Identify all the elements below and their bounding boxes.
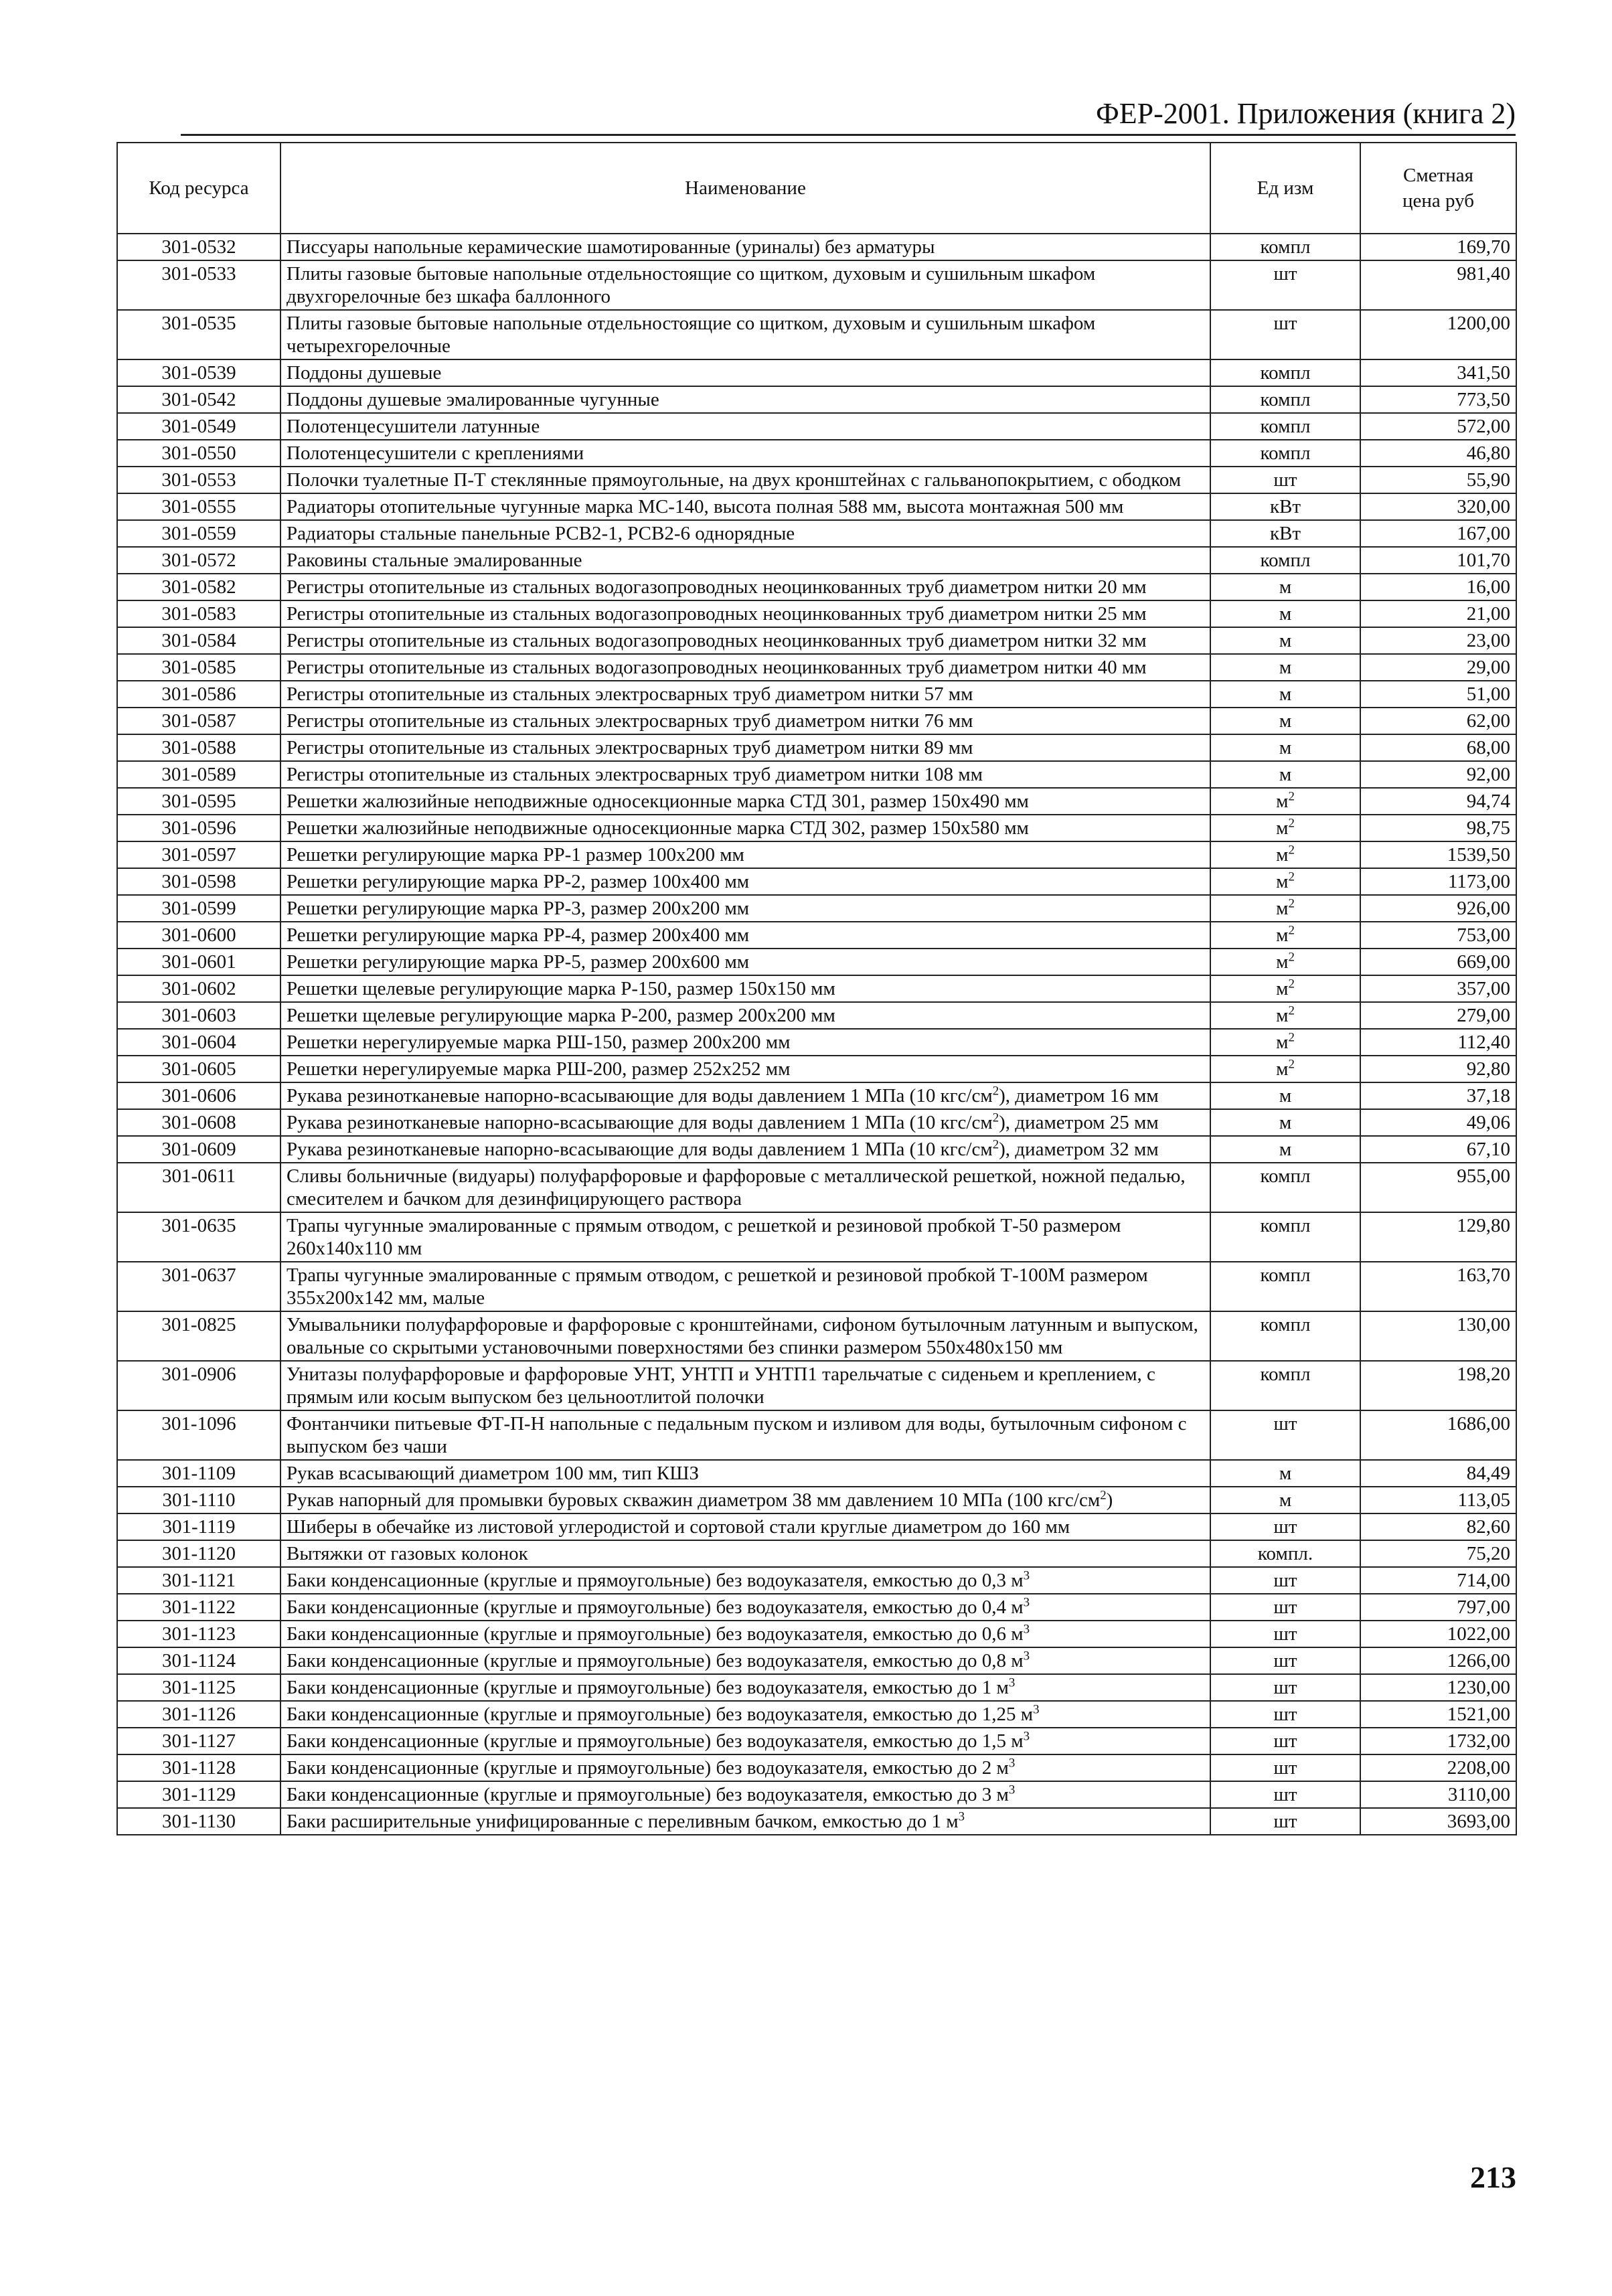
cell-unit: шт	[1210, 260, 1360, 310]
cell-name: Регистры отопительные из стальных водогазопроводных неоцинкованных труб диаметром нитки 25 мм	[280, 600, 1210, 627]
cell-name: Рукава резинотканевые напорно-всасывающие для воды давлением 1 МПа (10 кгс/$см^2$), диаметром 25 мм	[280, 1109, 1210, 1136]
table-row	[117, 1594, 1516, 1621]
cell-code: 301-0606	[117, 1082, 280, 1109]
cell-price: 2208,00	[1360, 1754, 1516, 1781]
cell-code: 301-0603	[117, 1002, 280, 1029]
table-row	[117, 627, 1516, 654]
cell-price: 753,00	[1360, 922, 1516, 949]
cell-unit: кВт	[1210, 493, 1360, 520]
cell-name: Писсуары напольные керамические шамотированные (уриналы) без арматуры	[280, 234, 1210, 260]
cell-code: 301-1120	[117, 1540, 280, 1567]
cell-unit: шт	[1210, 1567, 1360, 1594]
cell-unit: м	[1210, 1487, 1360, 1513]
cell-code: 301-1119	[117, 1513, 280, 1540]
cell-name: Плиты газовые бытовые напольные отдельностоящие со щитком, духовым и сушильным шкафом двухгорелочные без шкафа баллонного	[280, 260, 1210, 310]
cell-name: Радиаторы стальные панельные РСВ2-1, РСВ2-6 однорядные	[280, 520, 1210, 547]
table-row	[117, 547, 1516, 574]
table-row	[117, 1647, 1516, 1674]
cell-code: 301-0582	[117, 574, 280, 600]
cell-unit: м	[1210, 1136, 1360, 1163]
cell-code: 301-0635	[117, 1212, 280, 1262]
table-row	[117, 1621, 1516, 1647]
cell-name: Решетки регулирующие марка РР-5, размер 200х600 мм	[280, 949, 1210, 975]
table-row	[117, 841, 1516, 868]
cell-unit: компл	[1210, 359, 1360, 386]
cell-price: 21,00	[1360, 600, 1516, 627]
cell-unit: м	[1210, 1082, 1360, 1109]
cell-unit: $м^2$	[1210, 1029, 1360, 1056]
cell-code: 301-1109	[117, 1460, 280, 1487]
table-row	[117, 1029, 1516, 1056]
cell-name: Решетки жалюзийные неподвижные односекционные марка СТД 301, размер 150х490 мм	[280, 788, 1210, 815]
cell-code: 301-0583	[117, 600, 280, 627]
cell-code: 301-0533	[117, 260, 280, 310]
cell-price: 46,80	[1360, 440, 1516, 467]
cell-unit: м	[1210, 627, 1360, 654]
cell-code: 301-1123	[117, 1621, 280, 1647]
cell-unit: компл	[1210, 234, 1360, 260]
cell-code: 301-0599	[117, 895, 280, 922]
table-row	[117, 467, 1516, 493]
table-row	[117, 1540, 1516, 1567]
cell-name: Умывальники полуфарфоровые и фарфоровые с кронштейнами, сифоном бутылочным латунным и выпуском, овальные со скрытыми установочными поверхностями без спинки размером 550х480х150 мм	[280, 1311, 1210, 1361]
cell-price: 1539,50	[1360, 841, 1516, 868]
cell-price: 68,00	[1360, 734, 1516, 761]
cell-unit: м	[1210, 574, 1360, 600]
cell-price: 1200,00	[1360, 310, 1516, 359]
cell-name: Регистры отопительные из стальных электросварных труб диаметром нитки 108 мм	[280, 761, 1210, 788]
cell-price: 1173,00	[1360, 868, 1516, 895]
table-row	[117, 1701, 1516, 1728]
cell-name: Унитазы полуфарфоровые и фарфоровые УНТ, УНТП и УНТП1 тарельчатые с сиденьем и креплением, с прямым или косым выпуском без цельноотлитой полочки	[280, 1361, 1210, 1410]
table-row	[117, 1728, 1516, 1754]
cell-code: 301-0602	[117, 975, 280, 1002]
cell-unit: шт	[1210, 1513, 1360, 1540]
cell-code: 301-0559	[117, 520, 280, 547]
table-row	[117, 520, 1516, 547]
cell-unit: $м^2$	[1210, 788, 1360, 815]
table-row	[117, 1212, 1516, 1262]
cell-unit: $м^2$	[1210, 868, 1360, 895]
cell-code: 301-0597	[117, 841, 280, 868]
table-row	[117, 895, 1516, 922]
table-row	[117, 493, 1516, 520]
table-row	[117, 386, 1516, 413]
cell-name: Поддоны душевые эмалированные чугунные	[280, 386, 1210, 413]
cell-price: 84,49	[1360, 1460, 1516, 1487]
column-header-code: Код ресурса	[117, 143, 280, 234]
cell-name: Решетки регулирующие марка РР-4, размер 200х400 мм	[280, 922, 1210, 949]
cell-unit: компл	[1210, 386, 1360, 413]
cell-name: Раковины стальные эмалированные	[280, 547, 1210, 574]
table-row	[117, 949, 1516, 975]
table-row	[117, 234, 1516, 260]
cell-price: 357,00	[1360, 975, 1516, 1002]
cell-name: Рукава резинотканевые напорно-всасывающие для воды давлением 1 МПа (10 кгс/$см^2$), диаметром 32 мм	[280, 1136, 1210, 1163]
table-row	[117, 1262, 1516, 1311]
cell-name: Рукав всасывающий диаметром 100 мм, тип КШЗ	[280, 1460, 1210, 1487]
cell-unit: шт	[1210, 1594, 1360, 1621]
cell-unit: м	[1210, 1460, 1360, 1487]
cell-name: Регистры отопительные из стальных электросварных труб диаметром нитки 57 мм	[280, 681, 1210, 708]
cell-code: 301-0550	[117, 440, 280, 467]
column-header-unit: Ед изм	[1210, 143, 1360, 234]
cell-code: 301-0598	[117, 868, 280, 895]
cell-code: 301-1121	[117, 1567, 280, 1594]
cell-name: Регистры отопительные из стальных электросварных труб диаметром нитки 76 мм	[280, 708, 1210, 734]
cell-code: 301-0637	[117, 1262, 280, 1311]
cell-code: 301-0601	[117, 949, 280, 975]
cell-price: 67,10	[1360, 1136, 1516, 1163]
cell-price: 51,00	[1360, 681, 1516, 708]
cell-name: Радиаторы отопительные чугунные марка МС-140, высота полная 588 мм, высота монтажная 500 мм	[280, 493, 1210, 520]
table-row	[117, 359, 1516, 386]
cell-name: Баки конденсационные (круглые и прямоугольные) без водоуказателя, емкостью до 0,3 $м^3$	[280, 1567, 1210, 1594]
table-row	[117, 654, 1516, 681]
table-row	[117, 1002, 1516, 1029]
cell-name: Решетки жалюзийные неподвижные односекционные марка СТД 302, размер 150х580 мм	[280, 815, 1210, 841]
table-row	[117, 440, 1516, 467]
table-row	[117, 1460, 1516, 1487]
table-row	[117, 788, 1516, 815]
cell-unit: шт	[1210, 1701, 1360, 1728]
cell-name: Рукав напорный для промывки буровых скважин диаметром 38 мм давлением 10 МПа (100 кгс/$см^2$)	[280, 1487, 1210, 1513]
cell-code: 301-0600	[117, 922, 280, 949]
table-row	[117, 1808, 1516, 1835]
cell-price: 797,00	[1360, 1594, 1516, 1621]
cell-code: 301-0585	[117, 654, 280, 681]
table-row	[117, 260, 1516, 310]
table-row	[117, 1082, 1516, 1109]
cell-price: 92,80	[1360, 1056, 1516, 1082]
cell-code: 301-0595	[117, 788, 280, 815]
cell-unit: $м^2$	[1210, 841, 1360, 868]
cell-price: 163,70	[1360, 1262, 1516, 1311]
cell-code: 301-0611	[117, 1163, 280, 1212]
cell-unit: $м^2$	[1210, 815, 1360, 841]
table-row	[117, 1109, 1516, 1136]
cell-name: Решетки регулирующие марка РР-2, размер 100х400 мм	[280, 868, 1210, 895]
cell-price: 16,00	[1360, 574, 1516, 600]
cell-name: Плиты газовые бытовые напольные отдельностоящие со щитком, духовым и сушильным шкафом четырехгорелочные	[280, 310, 1210, 359]
cell-unit: $м^2$	[1210, 975, 1360, 1002]
cell-code: 301-0587	[117, 708, 280, 734]
cell-price: 1266,00	[1360, 1647, 1516, 1674]
cell-unit: компл	[1210, 440, 1360, 467]
cell-price: 82,60	[1360, 1513, 1516, 1540]
cell-name: Регистры отопительные из стальных электросварных труб диаметром нитки 89 мм	[280, 734, 1210, 761]
cell-name: Баки конденсационные (круглые и прямоугольные) без водоуказателя, емкостью до 2 $м^3$	[280, 1754, 1210, 1781]
cell-unit: шт	[1210, 1621, 1360, 1647]
cell-name: Регистры отопительные из стальных водогазопроводных неоцинкованных труб диаметром нитки 32 мм	[280, 627, 1210, 654]
cell-unit: компл	[1210, 1361, 1360, 1410]
cell-price: 1230,00	[1360, 1674, 1516, 1701]
cell-unit: компл	[1210, 1311, 1360, 1361]
cell-code: 301-1128	[117, 1754, 280, 1781]
cell-code: 301-0604	[117, 1029, 280, 1056]
cell-code: 301-1130	[117, 1808, 280, 1835]
cell-name: Баки конденсационные (круглые и прямоугольные) без водоуказателя, емкостью до 0,6 $м^3$	[280, 1621, 1210, 1647]
cell-code: 301-1110	[117, 1487, 280, 1513]
column-header-price-text: Сметная цена руб	[1402, 165, 1475, 212]
table-row	[117, 1781, 1516, 1808]
cell-price: 129,80	[1360, 1212, 1516, 1262]
cell-price: 23,00	[1360, 627, 1516, 654]
cell-code: 301-0588	[117, 734, 280, 761]
cell-price: 55,90	[1360, 467, 1516, 493]
cell-name: Полотенцесушители латунные	[280, 413, 1210, 440]
cell-price: 49,06	[1360, 1109, 1516, 1136]
table-row	[117, 1163, 1516, 1212]
cell-name: Решетки щелевые регулирующие марка Р-150, размер 150х150 мм	[280, 975, 1210, 1002]
table-row	[117, 1311, 1516, 1361]
cell-name: Полочки туалетные П-Т стеклянные прямоугольные, на двух кронштейнах с гальванопокрытием, с ободком	[280, 467, 1210, 493]
cell-price: 1732,00	[1360, 1728, 1516, 1754]
table-row	[117, 1487, 1516, 1513]
cell-name: Регистры отопительные из стальных водогазопроводных неоцинкованных труб диаметром нитки 20 мм	[280, 574, 1210, 600]
table-row	[117, 734, 1516, 761]
cell-price: 3693,00	[1360, 1808, 1516, 1835]
cell-price: 113,05	[1360, 1487, 1516, 1513]
cell-name: Баки конденсационные (круглые и прямоугольные) без водоуказателя, емкостью до 0,8 $м^3$	[280, 1647, 1210, 1674]
cell-name: Трапы чугунные эмалированные с прямым отводом, с решеткой и резиновой пробкой Т-50 размером 260х140х110 мм	[280, 1212, 1210, 1262]
cell-price: 669,00	[1360, 949, 1516, 975]
cell-unit: шт	[1210, 1808, 1360, 1835]
table-row	[117, 975, 1516, 1002]
cell-unit: шт	[1210, 1674, 1360, 1701]
cell-name: Поддоны душевые	[280, 359, 1210, 386]
page-number: 213	[1470, 2160, 1516, 2194]
cell-unit: компл	[1210, 1212, 1360, 1262]
cell-code: 301-1122	[117, 1594, 280, 1621]
table-row	[117, 681, 1516, 708]
column-header-price	[1360, 143, 1516, 234]
table-row	[117, 1513, 1516, 1540]
cell-price: 29,00	[1360, 654, 1516, 681]
table-body	[117, 234, 1516, 1835]
cell-code: 301-0596	[117, 815, 280, 841]
cell-unit: шт	[1210, 1728, 1360, 1754]
table-row	[117, 1674, 1516, 1701]
cell-unit: м	[1210, 734, 1360, 761]
cell-price: 62,00	[1360, 708, 1516, 734]
cell-unit: м	[1210, 761, 1360, 788]
cell-unit: шт	[1210, 467, 1360, 493]
cell-price: 341,50	[1360, 359, 1516, 386]
cell-unit: компл	[1210, 413, 1360, 440]
cell-unit: шт	[1210, 310, 1360, 359]
cell-price: 112,40	[1360, 1029, 1516, 1056]
cell-price: 1521,00	[1360, 1701, 1516, 1728]
cell-price: 279,00	[1360, 1002, 1516, 1029]
cell-price: 37,18	[1360, 1082, 1516, 1109]
cell-name: Решетки регулирующие марка РР-1 размер 100х200 мм	[280, 841, 1210, 868]
table-row	[117, 1567, 1516, 1594]
cell-price: 955,00	[1360, 1163, 1516, 1212]
resource-price-table	[116, 142, 1517, 1835]
table-row	[117, 815, 1516, 841]
cell-unit: $м^2$	[1210, 895, 1360, 922]
cell-unit: кВт	[1210, 520, 1360, 547]
table-row	[117, 413, 1516, 440]
cell-code: 301-1125	[117, 1674, 280, 1701]
cell-name: Баки конденсационные (круглые и прямоугольные) без водоуказателя, емкостью до 1,5 $м^3$	[280, 1728, 1210, 1754]
cell-name: Полотенцесушители с креплениями	[280, 440, 1210, 467]
cell-unit: $м^2$	[1210, 1056, 1360, 1082]
cell-code: 301-0572	[117, 547, 280, 574]
cell-unit: $м^2$	[1210, 1002, 1360, 1029]
cell-name: Шиберы в обечайке из листовой углеродистой и сортовой стали круглые диаметром до 160 мм	[280, 1513, 1210, 1540]
cell-code: 301-0539	[117, 359, 280, 386]
cell-name: Решетки щелевые регулирующие марка Р-200, размер 200х200 мм	[280, 1002, 1210, 1029]
table-row	[117, 868, 1516, 895]
cell-name: Трапы чугунные эмалированные с прямым отводом, с решеткой и резиновой пробкой Т-100М размером 355х200х142 мм, малые	[280, 1262, 1210, 1311]
cell-code: 301-0906	[117, 1361, 280, 1410]
cell-name: Баки расширительные унифицированные с переливным бачком, емкостью до 1 $м^3$	[280, 1808, 1210, 1835]
cell-name: Решетки регулирующие марка РР-3, размер 200х200 мм	[280, 895, 1210, 922]
table-row	[117, 922, 1516, 949]
cell-unit: шт	[1210, 1781, 1360, 1808]
table-row	[117, 600, 1516, 627]
cell-price: 1686,00	[1360, 1410, 1516, 1460]
cell-price: 75,20	[1360, 1540, 1516, 1567]
cell-code: 301-0825	[117, 1311, 280, 1361]
cell-code: 301-0553	[117, 467, 280, 493]
cell-name: Вытяжки от газовых колонок	[280, 1540, 1210, 1567]
cell-code: 301-0555	[117, 493, 280, 520]
cell-code: 301-0608	[117, 1109, 280, 1136]
cell-name: Баки конденсационные (круглые и прямоугольные) без водоуказателя, емкостью до 1,25 $м^3$	[280, 1701, 1210, 1728]
cell-name: Рукава резинотканевые напорно-всасывающие для воды давлением 1 МПа (10 кгс/$см^2$), диаметром 16 мм	[280, 1082, 1210, 1109]
cell-price: 167,00	[1360, 520, 1516, 547]
cell-unit: компл	[1210, 1163, 1360, 1212]
cell-price: 169,70	[1360, 234, 1516, 260]
table-row	[117, 1410, 1516, 1460]
cell-unit: компл	[1210, 547, 1360, 574]
column-header-name: Наименование	[280, 143, 1210, 234]
cell-unit: $м^2$	[1210, 949, 1360, 975]
cell-price: 926,00	[1360, 895, 1516, 922]
cell-code: 301-0549	[117, 413, 280, 440]
cell-unit: компл.	[1210, 1540, 1360, 1567]
table-row	[117, 574, 1516, 600]
cell-price: 92,00	[1360, 761, 1516, 788]
table-row	[117, 708, 1516, 734]
cell-name: Регистры отопительные из стальных водогазопроводных неоцинкованных труб диаметром нитки 40 мм	[280, 654, 1210, 681]
cell-code: 301-1124	[117, 1647, 280, 1674]
table-row	[117, 1754, 1516, 1781]
cell-price: 130,00	[1360, 1311, 1516, 1361]
cell-unit: м	[1210, 600, 1360, 627]
table-row	[117, 1361, 1516, 1410]
cell-name: Баки конденсационные (круглые и прямоугольные) без водоуказателя, емкостью до 0,4 $м^3$	[280, 1594, 1210, 1621]
cell-price: 98,75	[1360, 815, 1516, 841]
cell-price: 714,00	[1360, 1567, 1516, 1594]
cell-unit: шт	[1210, 1754, 1360, 1781]
cell-price: 773,50	[1360, 386, 1516, 413]
cell-code: 301-0605	[117, 1056, 280, 1082]
cell-name: Решетки нерегулируемые марка РШ-200, размер 252х252 мм	[280, 1056, 1210, 1082]
cell-name: Баки конденсационные (круглые и прямоугольные) без водоуказателя, емкостью до 1 $м^3$	[280, 1674, 1210, 1701]
cell-code: 301-0584	[117, 627, 280, 654]
cell-unit: м	[1210, 681, 1360, 708]
cell-unit: м	[1210, 654, 1360, 681]
cell-code: 301-0542	[117, 386, 280, 413]
cell-name: Баки конденсационные (круглые и прямоугольные) без водоуказателя, емкостью до 3 $м^3$	[280, 1781, 1210, 1808]
cell-unit: шт	[1210, 1647, 1360, 1674]
cell-price: 1022,00	[1360, 1621, 1516, 1647]
page-header-title: ФЕР-2001. Приложения (книга 2)	[181, 95, 1516, 136]
cell-price: 3110,00	[1360, 1781, 1516, 1808]
cell-price: 198,20	[1360, 1361, 1516, 1410]
cell-name: Фонтанчики питьевые ФТ-П-Н напольные с педальным пуском и изливом для воды, бутылочным сифоном с выпуском без чаши	[280, 1410, 1210, 1460]
cell-code: 301-0535	[117, 310, 280, 359]
cell-unit: компл	[1210, 1262, 1360, 1311]
table-row	[117, 761, 1516, 788]
cell-unit: м	[1210, 1109, 1360, 1136]
cell-code: 301-0532	[117, 234, 280, 260]
table-row	[117, 1056, 1516, 1082]
cell-unit: шт	[1210, 1410, 1360, 1460]
cell-code: 301-0609	[117, 1136, 280, 1163]
cell-code: 301-0589	[117, 761, 280, 788]
cell-code: 301-1127	[117, 1728, 280, 1754]
cell-price: 572,00	[1360, 413, 1516, 440]
cell-price: 101,70	[1360, 547, 1516, 574]
cell-name: Сливы больничные (видуары) полуфарфоровые и фарфоровые с металлической решеткой, ножной педалью, смесителем и бачком для дезинфицирующего раствора	[280, 1163, 1210, 1212]
cell-name: Решетки нерегулируемые марка РШ-150, размер 200х200 мм	[280, 1029, 1210, 1056]
cell-code: 301-1096	[117, 1410, 280, 1460]
cell-unit: м	[1210, 708, 1360, 734]
table-header-row	[117, 143, 1516, 234]
cell-unit: $м^2$	[1210, 922, 1360, 949]
cell-price: 981,40	[1360, 260, 1516, 310]
cell-code: 301-1129	[117, 1781, 280, 1808]
cell-price: 320,00	[1360, 493, 1516, 520]
table-row	[117, 1136, 1516, 1163]
cell-code: 301-1126	[117, 1701, 280, 1728]
cell-price: 94,74	[1360, 788, 1516, 815]
table-row	[117, 310, 1516, 359]
cell-code: 301-0586	[117, 681, 280, 708]
